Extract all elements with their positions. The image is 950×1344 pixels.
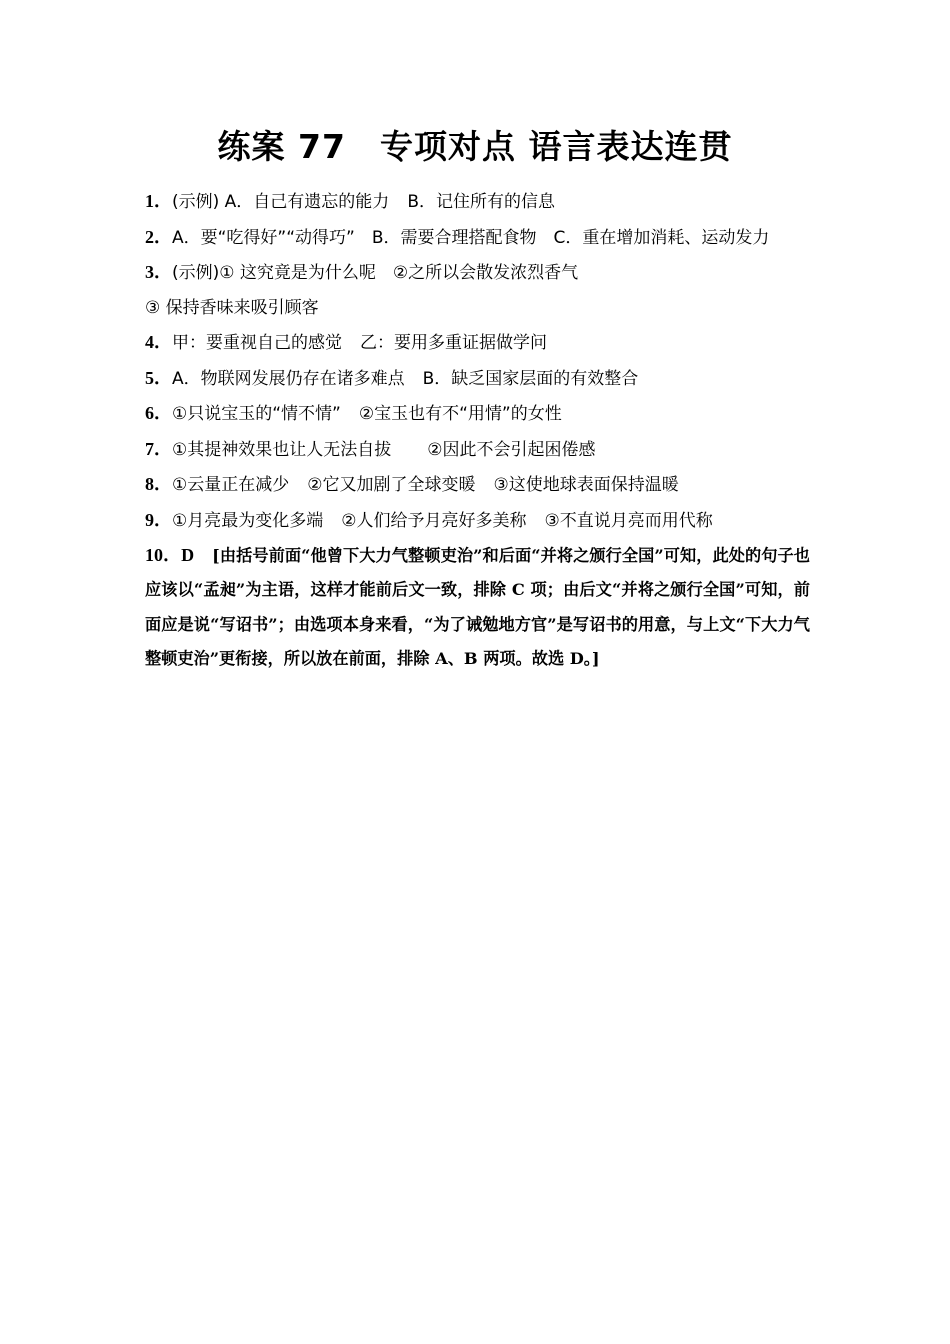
answer-item-2 bbox=[145, 220, 810, 256]
answer-number: 8． bbox=[145, 474, 172, 494]
answer-explanation: [由括号前面“他曾下大力气整顿吏治”和后面“并将之颁行全国”可知，此处的句子也应该以“孟昶”为主语，这样才能前后文一致，排除 C 项；由后文“并将之颁行全国”可知，前面应是说“写诏书”；由选项本身来看，“为了诫勉地方官”是写诏书的用意，与上文“下大力气整顿吏治”更衔接，所以放在前面，排除 A、B 两项。故选 D。] bbox=[145, 546, 810, 668]
answer-part: A．物联网发展仍存在诸多难点 bbox=[172, 368, 405, 389]
answer-part: B．记住所有的信息 bbox=[407, 192, 555, 212]
answer-part: ①云量正在减少 bbox=[172, 475, 290, 495]
answer-part: ①只说宝玉的“情不情” bbox=[172, 404, 341, 424]
answer-part: 甲：要重视自己的感觉 bbox=[172, 333, 342, 353]
answer-part: ③不直说月亮而用代称 bbox=[544, 510, 713, 531]
answer-number: 10． bbox=[145, 545, 182, 565]
answer-part: ③这使地球表面保持温暖 bbox=[493, 475, 679, 495]
answer-number: 7． bbox=[145, 438, 172, 459]
answer-text: A．要“吃得好”“动得巧” B．需要合理搭配食物 C．重在增加消耗、运动发力 bbox=[172, 227, 770, 248]
answer-number: 5． bbox=[145, 367, 172, 388]
answer-part: 乙：要用多重证据做学问 bbox=[360, 333, 547, 353]
answer-number: 4． bbox=[145, 332, 172, 352]
answer-part: (示例) A．自己有遗忘的能力 bbox=[172, 192, 390, 212]
answer-part: ①其提神效果也让人无法自拔 bbox=[172, 439, 392, 460]
answer-item-3 bbox=[145, 255, 810, 325]
answer-item-10 bbox=[145, 538, 810, 676]
answer-item-1 bbox=[145, 184, 810, 220]
answer-item-5 bbox=[145, 361, 810, 397]
answer-part: ②宝玉也有不“用情”的女性 bbox=[358, 404, 562, 424]
answer-text-line2: ③ 保持香味来吸引顾客 bbox=[145, 297, 319, 318]
answer-item-6 bbox=[145, 396, 810, 432]
answer-part: ②人们给予月亮好多美称 bbox=[341, 510, 527, 531]
answer-number: 9． bbox=[145, 509, 172, 530]
answer-choice: D bbox=[181, 545, 195, 565]
answer-number: 1． bbox=[145, 191, 172, 211]
answer-item-8 bbox=[145, 467, 810, 503]
answer-number: 3． bbox=[145, 262, 172, 282]
answer-item-4 bbox=[145, 325, 810, 361]
answer-part: B．缺乏国家层面的有效整合 bbox=[422, 368, 639, 389]
answer-number: 6． bbox=[145, 403, 172, 423]
answer-number: 2． bbox=[145, 226, 172, 247]
page-title: 练案 77 专项对点 语言表达连贯 bbox=[217, 127, 733, 166]
answer-part: ②因此不会引起困倦感 bbox=[427, 439, 596, 460]
answer-list bbox=[145, 184, 810, 676]
answer-part: ①月亮最为变化多端 bbox=[172, 510, 324, 531]
answer-part: ②它又加剧了全球变暖 bbox=[307, 475, 476, 495]
answer-item-7 bbox=[145, 432, 810, 468]
answer-text-line1: (示例)① 这究竟是为什么呢 ②之所以会散发浓烈香气 bbox=[172, 263, 579, 283]
answer-item-9 bbox=[145, 503, 810, 539]
